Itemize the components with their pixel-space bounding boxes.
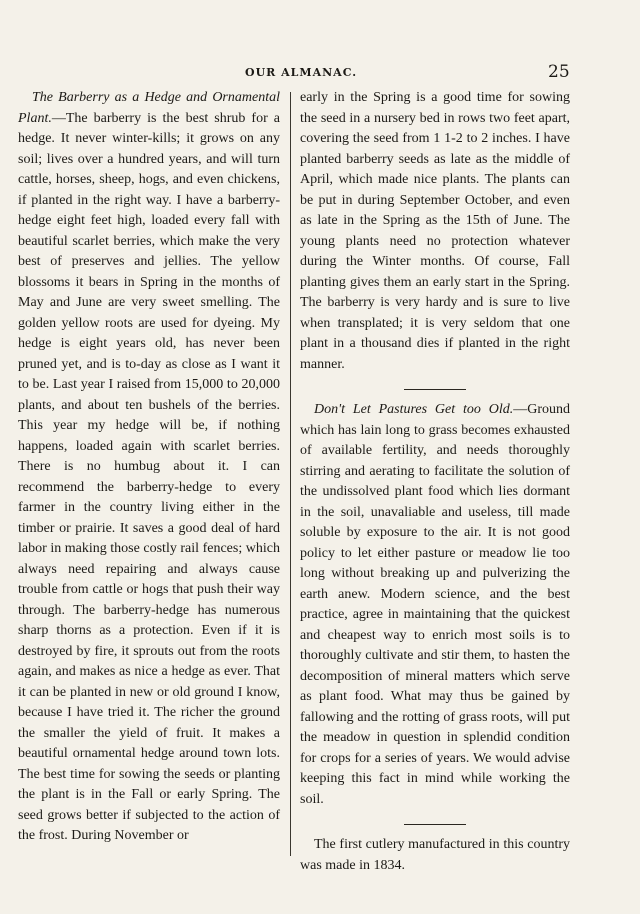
barberry-article-body: —The barberry is the best shrub for a hedge. It never winter-kills; it grows on any soil; lives over a hundred years, and will turn cattle, horses, sheep, hogs, and even chickens, if planted in the right way. I have a barberry-hedge eight feet high, loaded every fall with beautiful scarlet berries, which make the very best of preserves and jellies. The yellow blossoms it bears in Spring in the months of May and June are very sweet smelling. The golden yellow roots are used for dyeing. My hedge is eight years old, has never been pruned yet, and is to-day as close as I want it to be. Last year I raised from 15,000 to 20,000 plants, and about ten bushels of the berries. This year my hedge will be, if nothing happens, loaded again with scarlet berries. There is no humbug about it. I can recommend the barberry-hedge to every farmer in the country living either in the timber or prairie. It saves a good deal of hard labor in making those costly rail fences; which always need repairing and always cause trouble from cattle or hogs that push their way through. The barberry-hedge has numerous sharp thorns as a protection. Even if it is destroyed by fire, it sprouts out from the roots again, and makes as nice a hedge as ever. That it can be planted in new or old ground I know, because I have tried it. The richer the ground the smaller the yield of fruit. It makes a beautiful ornamental hedge around town lots. The best time for sowing the seeds or planting the plant is in the Fall or early Spring. The seed grows better if subjected to the action of the frost. During November or (18, 110, 280, 843)
page-header (0, 62, 640, 86)
page-number: 25 (548, 62, 570, 82)
column-divider (290, 92, 291, 856)
section-rule (404, 389, 466, 390)
left-column (18, 88, 280, 847)
running-head: OUR ALMANAC. (245, 66, 358, 79)
section-rule (404, 824, 466, 825)
pastures-article-title: Don't Let Pastures Get too Old. (314, 402, 514, 417)
cutlery-note: The first cutlery manufactured in this country was made in 1834. (300, 837, 570, 873)
barberry-article-title: The Barberry as a Hedge and Ornamental Plant. (18, 90, 280, 126)
barberry-article (18, 88, 280, 847)
barberry-article-continuation: early in the Spring is a good time for sowing the seed in a nursery bed in rows two feet apart, covering the seed from 1 1-2 to 2 inches. I have planted barberry seeds as late as the middle of April, which made nice plants. The plants can be put in during September October, and even as late in the Spring as the 15th of June. The young plants need no protection whatever during the Winter months. Of course, Fall planting gives them an early start in the Spring. The barberry is very hardy and is sure to live when transplated; it is very seldom that one plant in a thousand dies if planted in the right manner. (300, 90, 570, 372)
pastures-article (300, 400, 570, 810)
right-column (300, 88, 570, 876)
pastures-article-body: —Ground which has lain long to grass becomes exhausted of available fertility, and needs thoroughly stirring and aerating to facilitate the solution of the undissolved plant food which lies dormant in the soil, unavaliable and useless, till made soluble by exposure to the air. It is not good policy to let either pasture or meadow lie too long without breaking up and pulverizing the earth anew. Modern science, and the best practice, agree in maintaining that the quickest and cheapest way to enrich most soils is to thoroughly cultivate and stir them, to hasten the decomposition of mineral matters which serve as plant food. What may thus be gained by fallowing and the rotting of grass roots, will put the meadow in question in splendid condition for crops for a series of years. We would advise keeping this fact in mind while working the soil. (300, 402, 570, 807)
